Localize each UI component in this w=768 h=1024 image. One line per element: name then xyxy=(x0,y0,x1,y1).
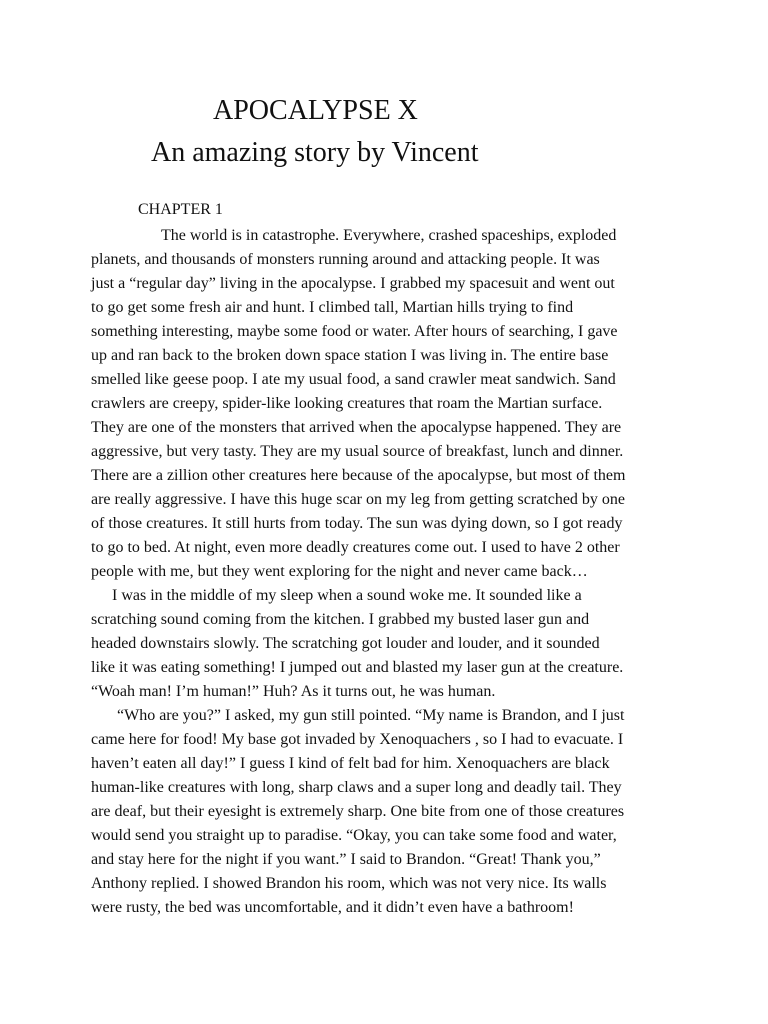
text-line: Anthony replied. I showed Brandon his room, which was not very nice. Its walls xyxy=(91,875,607,892)
text-line: and stay here for the night if you want.” I said to Brandon. “Great! Thank you,” xyxy=(91,851,601,868)
document-title: APOCALYPSE X xyxy=(213,95,418,126)
text-line: They are one of the monsters that arrived when the apocalypse happened. They are xyxy=(91,419,622,436)
text-line: like it was eating something! I jumped out and blasted my laser gun at the creature. xyxy=(91,659,624,676)
text-line: human-like creatures with long, sharp claws and a super long and deadly tail. They xyxy=(91,779,622,796)
text-line: came here for food! My base got invaded by Xenoquachers , so I had to evacuate. I xyxy=(91,731,624,748)
text-line: planets, and thousands of monsters running around and attacking people. It was xyxy=(91,251,600,268)
text-line: something interesting, maybe some food or water. After hours of searching, I gave xyxy=(91,323,618,340)
text-line: I was in the middle of my sleep when a sound woke me. It sounded like a xyxy=(112,587,582,604)
text-line: aggressive, but very tasty. They are my usual source of breakfast, lunch and dinner. xyxy=(91,443,624,460)
text-line: to go get some fresh air and hunt. I climbed tall, Martian hills trying to find xyxy=(91,299,574,316)
text-line: up and ran back to the broken down space station I was living in. The entire base xyxy=(91,347,609,364)
chapter-heading: CHAPTER 1 xyxy=(138,201,223,218)
story-body xyxy=(91,224,691,920)
document-subtitle: An amazing story by Vincent xyxy=(151,137,479,168)
text-line: scratching sound coming from the kitchen. I grabbed my busted laser gun and xyxy=(91,611,590,628)
text-line: just a “regular day” living in the apocalypse. I grabbed my spacesuit and went out xyxy=(91,275,615,292)
text-line: were rusty, the bed was uncomfortable, and it didn’t even have a bathroom! xyxy=(91,899,574,916)
text-line: people with me, but they went exploring for the night and never came back… xyxy=(91,563,588,580)
text-line: haven’t eaten all day!” I guess I kind of felt bad for him. Xenoquachers are black xyxy=(91,755,610,772)
text-line: smelled like geese poop. I ate my usual food, a sand crawler meat sandwich. Sand xyxy=(91,371,616,388)
text-line: The world is in catastrophe. Everywhere, crashed spaceships, exploded xyxy=(161,227,617,244)
text-line: of those creatures. It still hurts from today. The sun was dying down, so I got ready xyxy=(91,515,623,532)
text-line: are deaf, but their eyesight is extremely sharp. One bite from one of those creatures xyxy=(91,803,625,820)
text-line: are really aggressive. I have this huge scar on my leg from getting scratched by one xyxy=(91,491,626,508)
text-line: crawlers are creepy, spider-like looking creatures that roam the Martian surface. xyxy=(91,395,603,412)
text-line: would send you straight up to paradise. “Okay, you can take some food and water, xyxy=(91,827,617,844)
text-line: There are a zillion other creatures here because of the apocalypse, but most of them xyxy=(91,467,626,484)
text-line: “Woah man! I’m human!” Huh? As it turns out, he was human. xyxy=(91,683,496,700)
text-line: to go to bed. At night, even more deadly creatures come out. I used to have 2 other xyxy=(91,539,620,556)
text-line: “Who are you?” I asked, my gun still pointed. “My name is Brandon, and I just xyxy=(117,707,625,724)
text-line: headed downstairs slowly. The scratching got louder and louder, and it sounded xyxy=(91,635,600,652)
